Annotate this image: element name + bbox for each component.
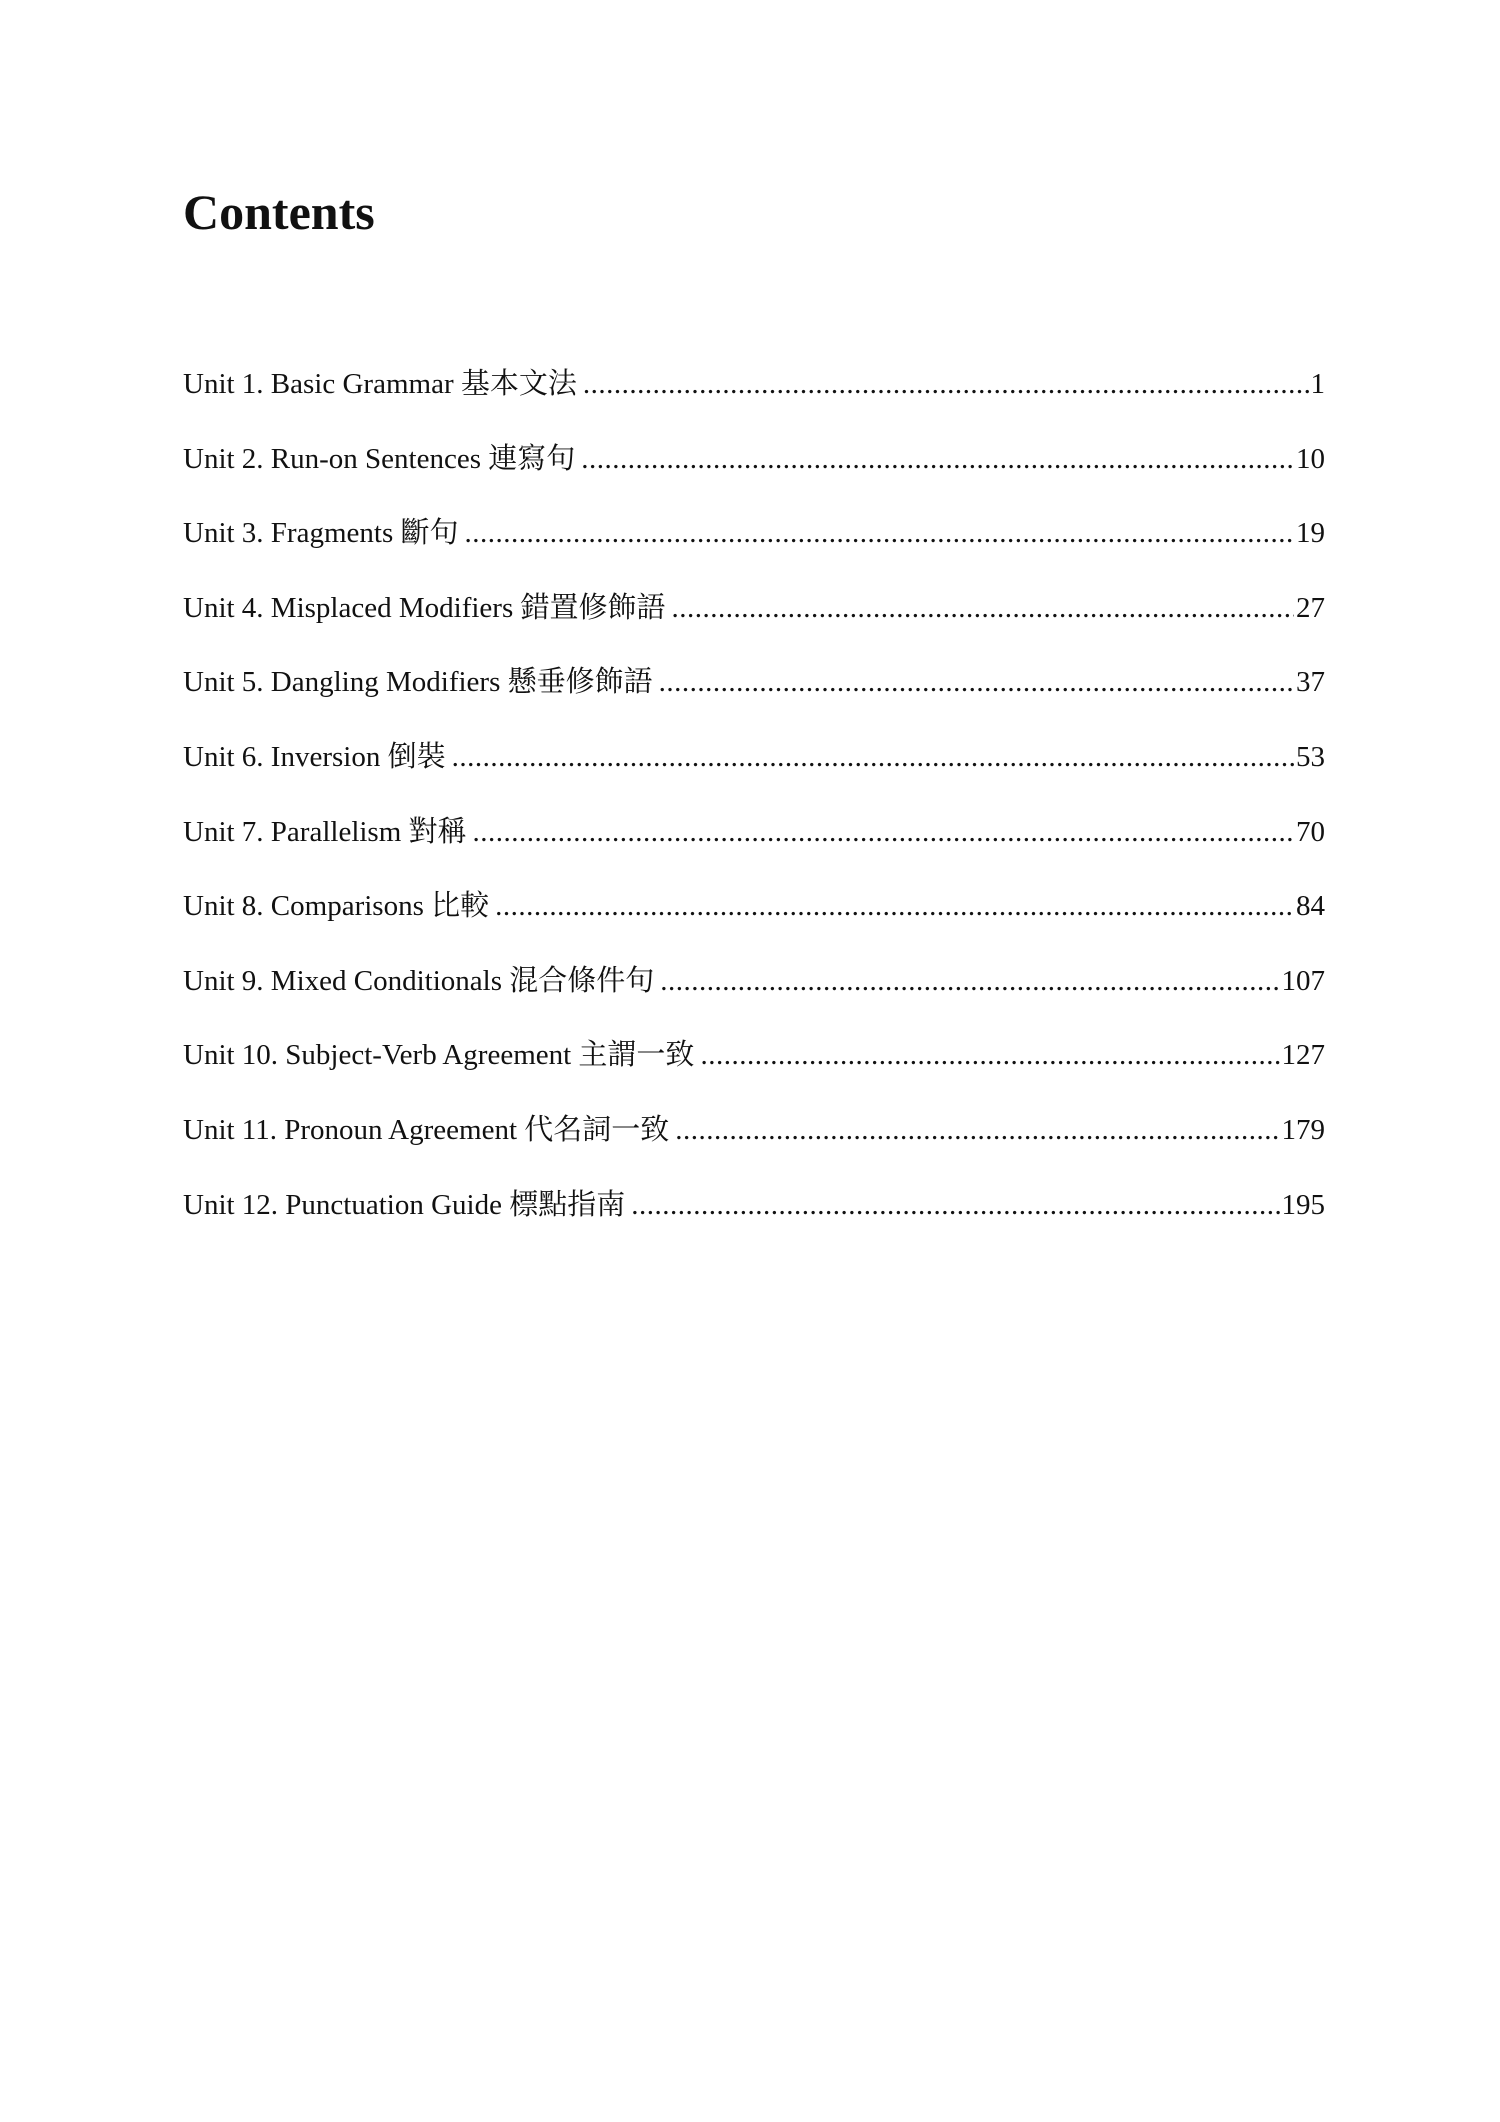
- toc-entry-label: Unit 3. Fragments 斷句: [183, 517, 459, 550]
- toc-entry-unit-6: [183, 738, 1325, 813]
- toc-entry-unit-11: [183, 1111, 1325, 1186]
- toc-dot-leader: [583, 365, 1309, 403]
- toc-entry-unit-8: [183, 887, 1325, 962]
- toc-entry-unit-7: [183, 813, 1325, 888]
- toc-entry-label: Unit 7. Parallelism 對稱: [183, 815, 467, 848]
- toc-entry-page: 27: [1296, 591, 1325, 624]
- toc-dot-leader: [631, 1186, 1279, 1224]
- toc-entry-label: Unit 5. Dangling Modifiers 懸垂修飾語: [183, 666, 653, 699]
- toc-entry-page: 179: [1281, 1113, 1325, 1146]
- toc-dot-leader: [671, 589, 1294, 627]
- toc-entry-page: 70: [1296, 815, 1325, 848]
- toc-dot-leader: [659, 663, 1294, 701]
- toc-entry-page: 127: [1281, 1039, 1325, 1072]
- toc-entry-page: 37: [1296, 666, 1325, 699]
- toc-entry-page: 195: [1281, 1188, 1325, 1221]
- toc-dot-leader: [495, 887, 1294, 925]
- toc-dot-leader: [675, 1111, 1279, 1149]
- toc-entry-unit-3: [183, 514, 1325, 589]
- toc-dot-leader: [452, 738, 1294, 776]
- toc-entry-page: 53: [1296, 740, 1325, 773]
- toc-dot-leader: [581, 440, 1294, 478]
- toc-entry-unit-4: [183, 589, 1325, 664]
- toc-entry-label: Unit 8. Comparisons 比較: [183, 890, 490, 923]
- toc-entry-label: Unit 12. Punctuation Guide 標點指南: [183, 1188, 626, 1221]
- toc-entry-label: Unit 9. Mixed Conditionals 混合條件句: [183, 964, 655, 997]
- page-title: Contents: [183, 184, 375, 240]
- toc-entry-label: Unit 4. Misplaced Modifiers 錯置修飾語: [183, 591, 666, 624]
- toc-entry-label: Unit 6. Inversion 倒裝: [183, 740, 446, 773]
- toc-entry-page: 1: [1310, 368, 1325, 400]
- toc-entry-label: Unit 10. Subject-Verb Agreement 主謂一致: [183, 1039, 695, 1072]
- toc-dot-leader: [465, 514, 1295, 552]
- toc-entry-unit-1: [183, 365, 1325, 440]
- toc-dot-leader: [660, 962, 1279, 1000]
- toc-entry-unit-2: [183, 440, 1325, 515]
- toc-dot-leader: [700, 1036, 1279, 1074]
- toc-dot-leader: [473, 813, 1294, 851]
- table-of-contents: [183, 365, 1325, 1260]
- toc-entry-unit-9: [183, 962, 1325, 1037]
- toc-entry-page: 107: [1281, 964, 1325, 997]
- toc-entry-unit-12: [183, 1186, 1325, 1261]
- toc-entry-unit-10: [183, 1036, 1325, 1111]
- toc-entry-label: Unit 2. Run-on Sentences 連寫句: [183, 442, 576, 475]
- toc-entry-page: 19: [1296, 517, 1325, 550]
- toc-entry-page: 10: [1296, 442, 1325, 475]
- toc-entry-page: 84: [1296, 890, 1325, 923]
- toc-entry-label: Unit 11. Pronoun Agreement 代名詞一致: [183, 1113, 670, 1146]
- toc-entry-unit-5: [183, 663, 1325, 738]
- toc-entry-label: Unit 1. Basic Grammar 基本文法: [183, 368, 577, 400]
